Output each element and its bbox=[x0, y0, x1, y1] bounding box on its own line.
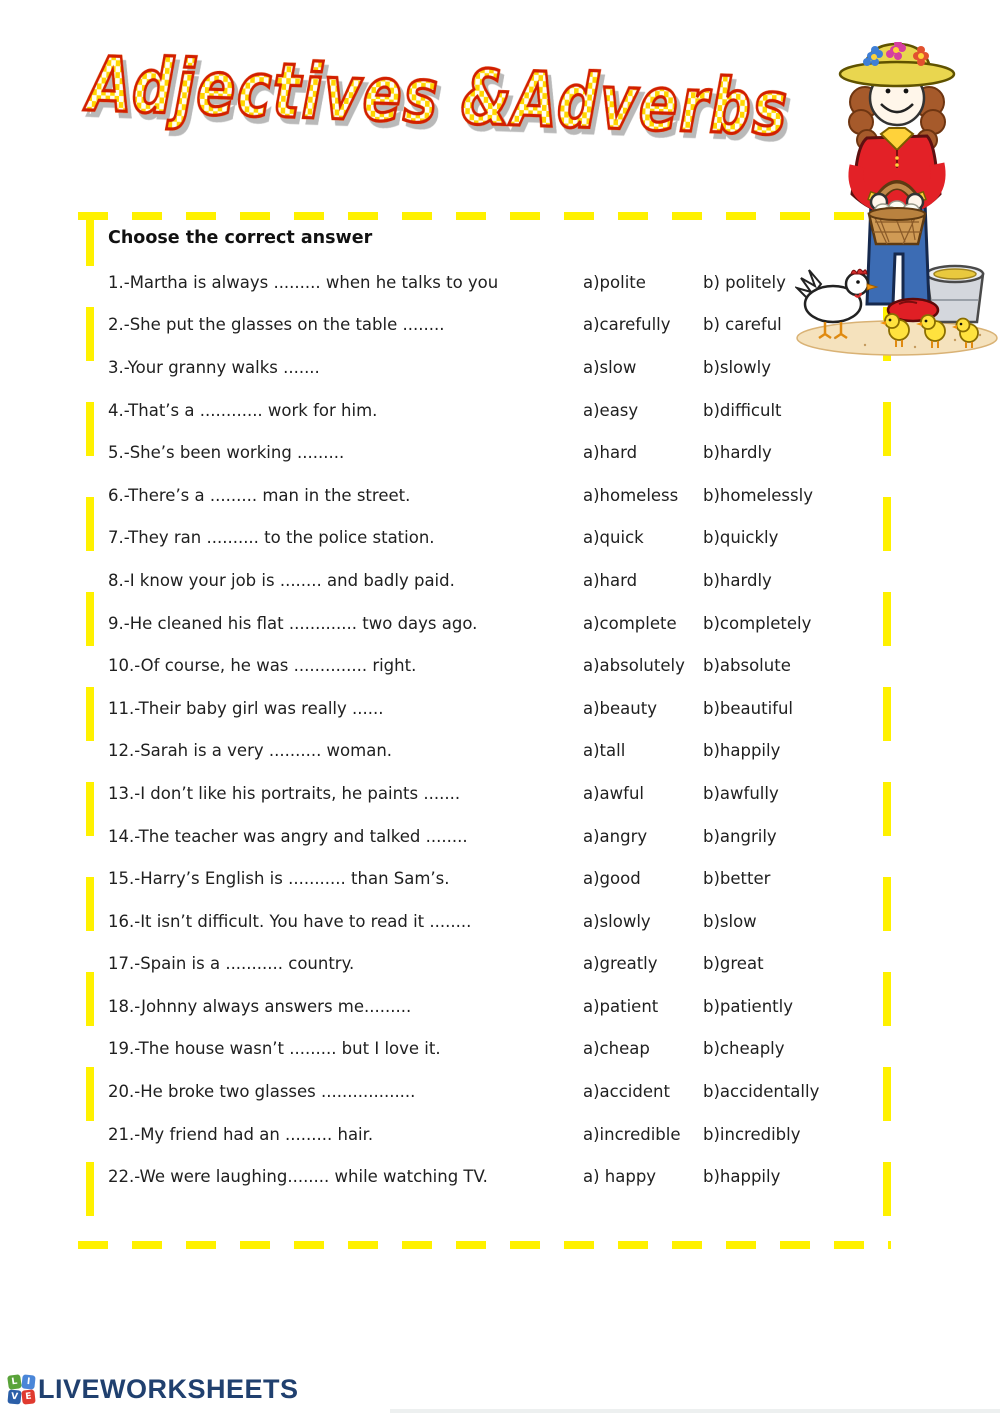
question-row bbox=[108, 1028, 832, 1071]
question-text: 20.-He broke two glasses .................. bbox=[108, 1082, 416, 1102]
question-text: 8.-I know your job is ........ and badly paid. bbox=[108, 570, 455, 590]
option-a[interactable]: a)cheap bbox=[583, 1039, 650, 1059]
question-row bbox=[108, 644, 832, 687]
option-b[interactable]: b)happily bbox=[703, 1167, 781, 1187]
egg-basket bbox=[869, 201, 925, 244]
question-text: 7.-They ran .......... to the police station. bbox=[108, 528, 435, 548]
brand-name: LIVEWORKSHEETS bbox=[38, 1374, 299, 1404]
question-text: 15.-Harry’s English is ........... than Sam’s. bbox=[108, 869, 450, 889]
option-a[interactable]: a)accident bbox=[583, 1082, 670, 1102]
question-row bbox=[108, 389, 832, 432]
question-text: 11.-Their baby girl was really ...... bbox=[108, 698, 384, 718]
option-b[interactable]: b)angrily bbox=[703, 826, 777, 846]
question-row bbox=[108, 943, 832, 986]
liveworksheets-logo bbox=[8, 1374, 299, 1405]
option-a[interactable]: a)tall bbox=[583, 741, 626, 761]
question-text: 10.-Of course, he was .............. right. bbox=[108, 656, 417, 676]
option-b[interactable]: b)absolute bbox=[703, 656, 791, 676]
option-a[interactable]: a)incredible bbox=[583, 1124, 681, 1144]
page-edge-strip bbox=[390, 1409, 1000, 1413]
question-text: 22.-We were laughing........ while watching TV. bbox=[108, 1167, 488, 1187]
question-text: 12.-Sarah is a very .......... woman. bbox=[108, 741, 393, 761]
option-b[interactable]: b)better bbox=[703, 869, 771, 889]
question-row bbox=[108, 1155, 832, 1198]
option-b[interactable]: b)awfully bbox=[703, 783, 779, 803]
straw-hat bbox=[840, 42, 954, 86]
question-text: 18.-Johnny always answers me......... bbox=[108, 996, 412, 1016]
page-title bbox=[86, 41, 791, 182]
question-row bbox=[108, 346, 832, 389]
frame-border-top bbox=[78, 212, 891, 220]
question-text: 9.-He cleaned his flat ............. two days ago. bbox=[108, 613, 478, 633]
option-b[interactable]: b)great bbox=[703, 954, 764, 974]
option-a[interactable]: a)absolutely bbox=[583, 656, 685, 676]
question-row bbox=[108, 900, 832, 943]
option-b[interactable]: b)difficult bbox=[703, 400, 782, 420]
question-text: 3.-Your granny walks ....... bbox=[108, 357, 320, 377]
question-text: 13.-I don’t like his portraits, he paints ....... bbox=[108, 783, 461, 803]
question-row bbox=[108, 559, 832, 602]
option-a[interactable]: a)angry bbox=[583, 826, 648, 846]
option-a[interactable]: a)polite bbox=[583, 272, 646, 292]
question-text: 1.-Martha is always ......... when he talks to you bbox=[108, 272, 499, 292]
question-row bbox=[108, 602, 832, 645]
option-b[interactable]: b) careful bbox=[703, 315, 782, 335]
option-a[interactable]: a)awful bbox=[583, 783, 645, 803]
question-row bbox=[108, 857, 832, 900]
option-b[interactable]: b)quickly bbox=[703, 528, 779, 548]
logo-block-e: E bbox=[21, 1389, 35, 1404]
logo-block-i: I bbox=[21, 1374, 35, 1389]
option-a[interactable]: a)homeless bbox=[583, 485, 679, 505]
question-row bbox=[108, 431, 832, 474]
option-a[interactable]: a)good bbox=[583, 869, 641, 889]
option-a[interactable]: a)beauty bbox=[583, 698, 657, 718]
question-row bbox=[108, 1070, 832, 1113]
option-b[interactable]: b)homelessly bbox=[703, 485, 813, 505]
question-row bbox=[108, 815, 832, 858]
option-b[interactable]: b)slowly bbox=[703, 357, 772, 377]
frame-border-bottom bbox=[78, 1241, 891, 1249]
farmer-clipart-image bbox=[795, 42, 1000, 362]
option-b[interactable]: b)cheaply bbox=[703, 1039, 785, 1059]
option-a[interactable]: a)slow bbox=[583, 357, 637, 377]
question-row bbox=[108, 261, 832, 304]
liveworksheets-blocks-icon bbox=[8, 1375, 35, 1405]
question-text: 4.-That’s a ............ work for him. bbox=[108, 400, 378, 420]
option-b[interactable]: b)patiently bbox=[703, 996, 793, 1016]
question-row bbox=[108, 304, 832, 347]
question-text: 16.-It isn’t difficult. You have to read it ........ bbox=[108, 911, 472, 931]
option-b[interactable]: b)accidentally bbox=[703, 1082, 820, 1102]
question-text: 2.-She put the glasses on the table ........ bbox=[108, 315, 445, 335]
question-text: 14.-The teacher was angry and talked ........ bbox=[108, 826, 468, 846]
option-a[interactable]: a)hard bbox=[583, 443, 638, 463]
option-b[interactable]: b)incredibly bbox=[703, 1124, 801, 1144]
question-row bbox=[108, 985, 832, 1028]
option-a[interactable]: a)carefully bbox=[583, 315, 671, 335]
question-row bbox=[108, 474, 832, 517]
option-a[interactable]: a)slowly bbox=[583, 911, 651, 931]
logo-block-v: V bbox=[7, 1389, 21, 1404]
option-a[interactable]: a)hard bbox=[583, 570, 638, 590]
option-b[interactable]: b) politely bbox=[703, 272, 786, 292]
question-row bbox=[108, 687, 832, 730]
frame-border-right bbox=[883, 212, 891, 1249]
question-text: 6.-There’s a ......... man in the street. bbox=[108, 485, 411, 505]
page-title-text: Adjectives &Adverbs bbox=[86, 41, 791, 153]
option-b[interactable]: b)slow bbox=[703, 911, 757, 931]
question-text: 21.-My friend had an ......... hair. bbox=[108, 1124, 374, 1144]
question-text: 5.-She’s been working ......... bbox=[108, 443, 345, 463]
option-a[interactable]: a)complete bbox=[583, 613, 677, 633]
question-row bbox=[108, 730, 832, 773]
question-row bbox=[108, 1113, 832, 1156]
option-a[interactable]: a)easy bbox=[583, 400, 639, 420]
logo-block-l: L bbox=[7, 1374, 22, 1390]
question-row bbox=[108, 517, 832, 560]
instruction-heading: Choose the correct answer bbox=[108, 228, 373, 248]
option-b[interactable]: b)hardly bbox=[703, 443, 772, 463]
question-list bbox=[108, 261, 832, 1198]
option-b[interactable]: b)beautiful bbox=[703, 698, 794, 718]
question-text: 17.-Spain is a ........... country. bbox=[108, 954, 355, 974]
option-b[interactable]: b)happily bbox=[703, 741, 781, 761]
question-text: 19.-The house wasn’t ......... but I love it. bbox=[108, 1039, 441, 1059]
option-b[interactable]: b)completely bbox=[703, 613, 812, 633]
question-row bbox=[108, 772, 832, 815]
option-a[interactable]: a)patient bbox=[583, 996, 659, 1016]
option-a[interactable]: a)greatly bbox=[583, 954, 658, 974]
option-b[interactable]: b)hardly bbox=[703, 570, 772, 590]
option-a[interactable]: a)quick bbox=[583, 528, 644, 548]
option-a[interactable]: a) happy bbox=[583, 1167, 657, 1187]
frame-border-left bbox=[86, 212, 94, 1249]
